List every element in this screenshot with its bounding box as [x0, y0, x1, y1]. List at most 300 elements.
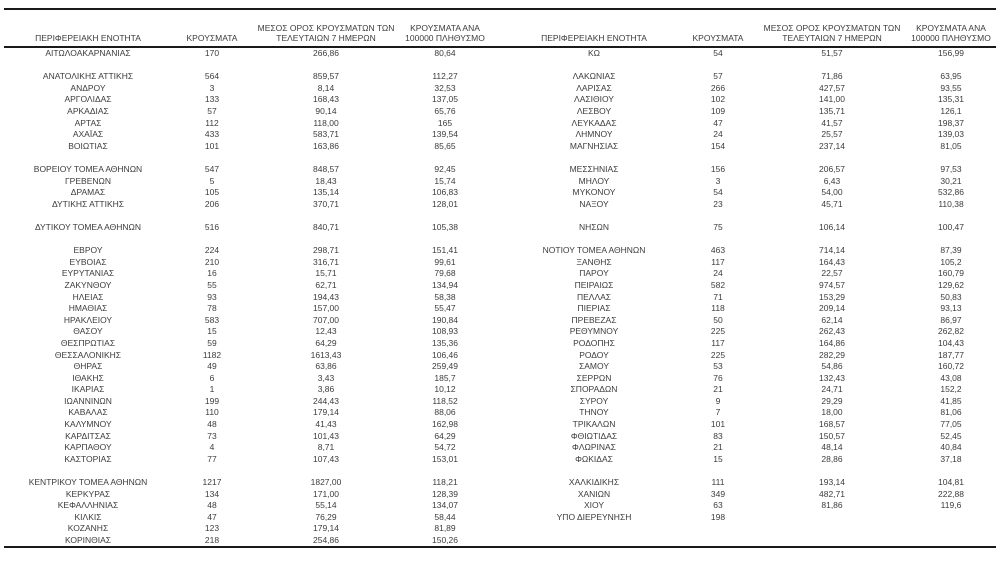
table-cell: 57 [713, 71, 723, 82]
table-cell: ΚΟΡΙΝΘΙΑΣ [64, 535, 112, 546]
table-cell: 129,62 [938, 279, 964, 290]
table-cell: 168,57 [819, 419, 845, 430]
table-cell: 3 [209, 82, 215, 93]
table-cell [172, 210, 252, 222]
table-cell: 55,14 [315, 500, 337, 511]
table-cell: 37,18 [940, 453, 962, 464]
table-cell: ΔΥΤΙΚΗΣ ΑΤΤΙΚΗΣ [51, 198, 125, 209]
table-cell [758, 465, 906, 477]
table-cell [906, 511, 996, 523]
table-cell: 78 [207, 303, 217, 314]
table-cell: ΡΟΔΟΥ [579, 349, 609, 360]
table-cell: 41,85 [940, 395, 962, 406]
table-cell [4, 465, 172, 477]
table-cell [678, 523, 758, 535]
column-gap [490, 477, 510, 489]
table-cell: 110,38 [938, 198, 964, 209]
table-cell: 53 [713, 361, 723, 372]
column-gap [490, 453, 510, 465]
table-cell: ΥΠΟ ΔΙΕΡΕΥΝΗΣΗ [556, 511, 632, 522]
table-row [4, 442, 996, 454]
table-cell: ΘΗΡΑΣ [73, 361, 103, 372]
table-cell: 316,71 [313, 256, 339, 267]
table-cell: 154 [710, 140, 726, 151]
table-cell: 237,14 [819, 140, 845, 151]
column-gap [490, 303, 510, 315]
table-cell: ΔΥΤΙΚΟΥ ΤΟΜΕΑ ΑΘΗΝΩΝ [34, 221, 142, 232]
table-cell: 58,38 [434, 291, 456, 302]
table-cell: 225 [710, 349, 726, 360]
column-gap [490, 94, 510, 106]
table-cell: ΑΙΤΩΛΟΑΚΑΡΝΑΝΙΑΣ [45, 48, 131, 59]
table-cell: 160,72 [938, 361, 964, 372]
table-cell: ΚΑΣΤΟΡΙΑΣ [64, 453, 112, 464]
table-cell: 21 [713, 384, 723, 395]
table-cell: 134,07 [432, 500, 458, 511]
table-cell: ΙΩΑΝΝΙΝΩΝ [64, 395, 112, 406]
table-cell: 24,71 [821, 384, 843, 395]
header-right-regional-unit: ΠΕΡΙΦΕΡΕΙΑΚΗ ΕΝΟΤΗΤΑ [510, 10, 678, 47]
table-cell: 54,86 [821, 361, 843, 372]
table-row [4, 337, 996, 349]
table-cell: ΛΕΣΒΟΥ [576, 106, 612, 117]
table-cell: 123 [204, 523, 220, 534]
table-cell: 106,83 [432, 187, 458, 198]
header-left-cases: ΚΡΟΥΣΜΑΤΑ [172, 10, 252, 47]
table-row [4, 106, 996, 118]
table-row [4, 511, 996, 523]
table-cell: 107,43 [313, 453, 339, 464]
table-cell [252, 233, 400, 245]
table-row [4, 477, 996, 489]
table-cell: 54,72 [434, 442, 456, 453]
column-gap [490, 349, 510, 361]
column-gap [490, 82, 510, 94]
table-cell: 106,46 [432, 349, 458, 360]
table-cell: ΕΥΡΥΤΑΝΙΑΣ [61, 268, 115, 279]
table-cell: ΑΝΔΡΟΥ [70, 82, 106, 93]
table-cell: 209,14 [819, 303, 845, 314]
table-cell: 198,37 [938, 117, 964, 128]
table-cell [758, 511, 906, 523]
table-cell: 100,47 [938, 221, 964, 232]
table-cell: ΝΑΞΟΥ [579, 198, 609, 209]
table-cell: 93 [207, 291, 217, 302]
table-cell: ΛΑΚΩΝΙΑΣ [572, 71, 616, 82]
table-cell: ΝΗΣΩΝ [578, 221, 610, 232]
table-cell: 3,43 [317, 372, 335, 383]
table-cell: ΛΑΣΙΘΙΟΥ [574, 94, 614, 105]
table-cell: 112,27 [432, 71, 458, 82]
table-cell: 101 [204, 140, 220, 151]
table-cell: ΙΚΑΡΙΑΣ [71, 384, 105, 395]
table-cell: 88,06 [434, 407, 456, 418]
regional-cases-table [4, 10, 996, 546]
table-cell: 134,94 [432, 279, 458, 290]
table-cell: ΗΛΕΙΑΣ [72, 291, 104, 302]
table-cell: 47 [207, 511, 217, 522]
column-gap [490, 326, 510, 338]
table-row [4, 82, 996, 94]
table-cell: ΑΧΑΪΑΣ [72, 129, 104, 140]
column-gap [490, 442, 510, 454]
table-cell: 222,88 [938, 488, 964, 499]
table-cell: 162,98 [432, 419, 458, 430]
table-cell [252, 152, 400, 164]
table-cell: ΝΟΤΙΟΥ ΤΟΜΕΑ ΑΘΗΝΩΝ [542, 245, 646, 256]
table-cell: 190,84 [432, 314, 458, 325]
table-row [4, 430, 996, 442]
table-cell: 32,53 [434, 82, 456, 93]
table-cell: 41,43 [315, 419, 337, 430]
table-cell [510, 465, 678, 477]
table-cell: 433 [204, 129, 220, 140]
table-header [4, 10, 996, 47]
table-cell: ΚΟΖΑΝΗΣ [67, 523, 109, 534]
table-row [4, 187, 996, 199]
table-cell [758, 152, 906, 164]
table-cell: 54,00 [821, 187, 843, 198]
table-cell: 41,57 [821, 117, 843, 128]
column-gap [490, 233, 510, 245]
table-cell: 59 [207, 337, 217, 348]
table-cell [510, 534, 678, 546]
table-cell: 22,57 [821, 268, 843, 279]
table-row [4, 349, 996, 361]
column-gap [490, 430, 510, 442]
table-row [4, 291, 996, 303]
spacer-row [4, 59, 996, 71]
table-cell: 126,1 [940, 106, 962, 117]
table-cell [252, 210, 400, 222]
table-cell: ΠΕΛΛΑΣ [576, 291, 612, 302]
table-cell: 187,77 [938, 349, 964, 360]
table-cell [510, 523, 678, 535]
table-cell [906, 210, 996, 222]
table-cell: 6,43 [823, 175, 841, 186]
table-cell: 4 [209, 442, 215, 453]
table-cell: ΚΑΡΔΙΤΣΑΣ [65, 430, 111, 441]
table-cell: 370,71 [313, 198, 339, 209]
table-cell: ΘΑΣΟΥ [73, 326, 103, 337]
table-cell: 24 [713, 268, 723, 279]
table-cell: 15,74 [434, 175, 456, 186]
column-gap [490, 175, 510, 187]
table-cell: 859,57 [313, 71, 339, 82]
table-row [4, 372, 996, 384]
column-gap [490, 221, 510, 233]
column-gap [490, 210, 510, 222]
table-cell: 57 [207, 106, 217, 117]
spacer-row [4, 233, 996, 245]
table-cell: ΑΡΓΟΛΙΔΑΣ [64, 94, 112, 105]
table-cell: 160,79 [938, 268, 964, 279]
table-cell: 16 [207, 268, 217, 279]
table-cell: 79,68 [434, 268, 456, 279]
table-cell: 118,21 [432, 477, 458, 488]
table-cell: 48,14 [821, 442, 843, 453]
table-cell: 30,21 [940, 175, 962, 186]
table-cell: 76 [713, 372, 723, 383]
table-cell: ΙΘΑΚΗΣ [72, 372, 104, 383]
table-cell: 5 [209, 175, 215, 186]
table-cell: 156 [710, 164, 726, 175]
table-cell: ΛΑΡΙΣΑΣ [576, 82, 612, 93]
table-cell: 262,43 [819, 326, 845, 337]
table-cell: 168,43 [313, 94, 339, 105]
table-cell: 48 [207, 419, 217, 430]
table-cell: 118 [711, 303, 725, 314]
table-cell: 93,55 [940, 82, 962, 93]
table-cell: 87,39 [940, 245, 962, 256]
column-gap [490, 117, 510, 129]
table-row [4, 256, 996, 268]
column-gap [490, 465, 510, 477]
table-row [4, 47, 996, 60]
table-cell: 105,2 [940, 256, 962, 267]
table-cell: 90,14 [315, 106, 337, 117]
table-cell: 266,86 [313, 48, 339, 59]
table-cell: ΧΑΛΚΙΔΙΚΗΣ [568, 477, 620, 488]
table-cell: 135,71 [819, 106, 845, 117]
table-row [4, 117, 996, 129]
table-cell: 135,31 [938, 94, 964, 105]
table-row [4, 268, 996, 280]
table-cell: ΣΑΜΟΥ [578, 361, 609, 372]
table-cell: 83 [713, 430, 723, 441]
table-cell [172, 59, 252, 71]
table-cell [510, 59, 678, 71]
table-cell: 206 [204, 198, 220, 209]
table-cell: 179,14 [313, 407, 339, 418]
table-cell: 157,00 [313, 303, 339, 314]
table-cell: 150,57 [819, 430, 845, 441]
column-gap [490, 511, 510, 523]
table-cell [678, 152, 758, 164]
table-cell: 49 [207, 361, 217, 372]
table-cell: ΑΡΚΑΔΙΑΣ [67, 106, 109, 117]
table-cell: 137,05 [432, 94, 458, 105]
table-cell: 105 [204, 187, 220, 198]
table-cell: 118,52 [432, 395, 458, 406]
table-cell: ΗΡΑΚΛΕΙΟΥ [63, 314, 113, 325]
table-cell: 76,29 [315, 511, 337, 522]
column-gap [490, 59, 510, 71]
table-cell: 105,38 [432, 221, 458, 232]
table-cell: 254,86 [313, 535, 339, 546]
table-cell: 156,99 [938, 48, 964, 59]
table-cell: 194,43 [313, 291, 339, 302]
column-gap [490, 187, 510, 199]
table-cell: 198 [710, 511, 726, 522]
column-gap [490, 245, 510, 257]
table-cell: 218 [204, 535, 220, 546]
table-cell: ΑΡΤΑΣ [74, 117, 102, 128]
table-cell: ΣΠΟΡΑΔΩΝ [570, 384, 618, 395]
table-cell: ΗΜΑΘΙΑΣ [68, 303, 108, 314]
table-cell [510, 210, 678, 222]
table-cell: ΚΕΡΚΥΡΑΣ [65, 488, 111, 499]
table-cell: 262,82 [938, 326, 964, 337]
table-cell [4, 59, 172, 71]
table-cell: 102 [710, 94, 726, 105]
table-cell: ΚΑΡΠΑΘΟΥ [64, 442, 112, 453]
table-cell: 15,71 [315, 268, 337, 279]
table-cell: 86,97 [940, 314, 962, 325]
table-cell: 29,29 [821, 395, 843, 406]
table-row [4, 303, 996, 315]
table-cell [906, 523, 996, 535]
table-cell [4, 210, 172, 222]
table-cell [906, 152, 996, 164]
table-cell: 99,61 [434, 256, 456, 267]
table-cell: ΘΕΣΣΑΛΟΝΙΚΗΣ [54, 349, 122, 360]
table-cell: 51,57 [821, 48, 843, 59]
table-cell: ΒΟΡΕΙΟΥ ΤΟΜΕΑ ΑΘΗΝΩΝ [33, 164, 143, 175]
table-cell: 298,71 [313, 245, 339, 256]
table-cell: 93,13 [940, 303, 962, 314]
table-cell: 8,14 [317, 82, 335, 93]
table-cell: 81,89 [434, 523, 456, 534]
column-gap [490, 523, 510, 535]
table-body [4, 47, 996, 547]
table-cell: ΡΕΘΥΜΝΟΥ [569, 326, 619, 337]
column-gap [490, 361, 510, 373]
table-cell: 199 [204, 395, 220, 406]
table-cell: ΚΕΦΑΛΛΗΝΙΑΣ [57, 500, 119, 511]
table-cell: ΧΑΝΙΩΝ [577, 488, 611, 499]
table-cell: 63,86 [315, 361, 337, 372]
column-gap [490, 372, 510, 384]
header-left-avg-7-days: ΜΕΣΟΣ ΟΡΟΣ ΚΡΟΥΣΜΑΤΩΝ ΤΩΝ ΤΕΛΕΥΤΑΙΩΝ 7 ΗΜΕΡΩΝ [252, 10, 400, 47]
table-cell [400, 233, 490, 245]
table-cell: 141,00 [819, 94, 845, 105]
table-cell: 135,36 [432, 337, 458, 348]
column-gap [490, 256, 510, 268]
table-row [4, 488, 996, 500]
column-gap [490, 268, 510, 280]
table-row [4, 71, 996, 83]
table-cell: 85,65 [434, 140, 456, 151]
table-row [4, 94, 996, 106]
table-cell [906, 59, 996, 71]
table-cell: 62,71 [315, 279, 337, 290]
table-cell: 134 [204, 488, 220, 499]
table-cell: 153,29 [819, 291, 845, 302]
table-cell [678, 59, 758, 71]
table-cell: 64,29 [315, 337, 337, 348]
table-cell [758, 523, 906, 535]
column-gap [490, 500, 510, 512]
table-cell: 282,29 [819, 349, 845, 360]
table-row [4, 384, 996, 396]
table-cell: 463 [710, 245, 726, 256]
table-cell: ΓΡΕΒΕΝΩΝ [65, 175, 111, 186]
table-cell: 139,54 [432, 129, 458, 140]
table-cell: 45,71 [821, 198, 843, 209]
table-cell: ΜΥΚΟΝΟΥ [572, 187, 616, 198]
table-cell: ΜΗΛΟΥ [578, 175, 610, 186]
column-gap [490, 488, 510, 500]
table-cell: 62,14 [821, 314, 843, 325]
table-cell: ΠΙΕΡΙΑΣ [577, 303, 611, 314]
table-cell [400, 59, 490, 71]
column-gap [490, 407, 510, 419]
table-cell: 54 [713, 187, 723, 198]
table-cell [678, 210, 758, 222]
table-cell: ΖΑΚΥΝΘΟΥ [64, 279, 112, 290]
table-cell: 52,45 [940, 430, 962, 441]
table-cell: 128,39 [432, 488, 458, 499]
table-cell: 23 [713, 198, 723, 209]
table-cell [678, 233, 758, 245]
table-cell: 1827,00 [310, 477, 342, 488]
table-cell: 133 [204, 94, 220, 105]
table-cell: ΚΩ [587, 48, 601, 59]
table-cell: 75 [713, 221, 723, 232]
table-cell: ΛΕΥΚΑΔΑΣ [571, 117, 617, 128]
column-gap [490, 198, 510, 210]
table-row [4, 198, 996, 210]
column-gap [490, 395, 510, 407]
table-row [4, 175, 996, 187]
table-cell [678, 534, 758, 546]
table-cell: 112 [205, 117, 219, 128]
table-cell: 244,43 [313, 395, 339, 406]
table-cell [758, 534, 906, 546]
table-cell: 40,84 [940, 442, 962, 453]
header-row [4, 10, 996, 47]
table-cell: 81,86 [821, 500, 843, 511]
column-gap [490, 291, 510, 303]
table-cell: ΠΡΕΒΕΖΑΣ [571, 314, 617, 325]
spacer-row [4, 465, 996, 477]
header-right-cases: ΚΡΟΥΣΜΑΤΑ [678, 10, 758, 47]
table-cell: ΑΝΑΤΟΛΙΚΗΣ ΑΤΤΙΚΗΣ [42, 71, 134, 82]
table-row [4, 245, 996, 257]
table-cell [758, 59, 906, 71]
table-cell: 714,14 [819, 245, 845, 256]
table-cell [172, 152, 252, 164]
table-cell [252, 465, 400, 477]
column-gap [490, 106, 510, 118]
table-cell: 150,26 [432, 535, 458, 546]
table-cell: ΦΛΩΡΙΝΑΣ [572, 442, 616, 453]
table-cell: 104,43 [938, 337, 964, 348]
table-row [4, 500, 996, 512]
column-gap [490, 47, 510, 60]
column-gap [490, 314, 510, 326]
table-cell: 63,95 [940, 71, 962, 82]
table-cell: ΤΡΙΚΑΛΩΝ [572, 419, 616, 430]
table-cell: 132,43 [819, 372, 845, 383]
table-cell: 50 [713, 314, 723, 325]
table-cell: 12,43 [315, 326, 337, 337]
table-row [4, 407, 996, 419]
table-cell: 10,12 [434, 384, 456, 395]
table-cell: 101 [710, 419, 726, 430]
table-cell: 18,00 [821, 407, 843, 418]
table-cell: 532,86 [938, 187, 964, 198]
table-cell: ΒΟΙΩΤΙΑΣ [68, 140, 108, 151]
table-cell: 349 [710, 488, 726, 499]
table-cell: 117 [711, 256, 725, 267]
table-cell: 71,86 [821, 71, 843, 82]
table-cell: 55,47 [434, 303, 456, 314]
header-right-cases-per-100000: ΚΡΟΥΣΜΑΤΑ ΑΝΑ 100000 ΠΛΗΘΥΣΜΟ [906, 10, 996, 47]
table-cell [400, 210, 490, 222]
table-cell: 65,76 [434, 106, 456, 117]
